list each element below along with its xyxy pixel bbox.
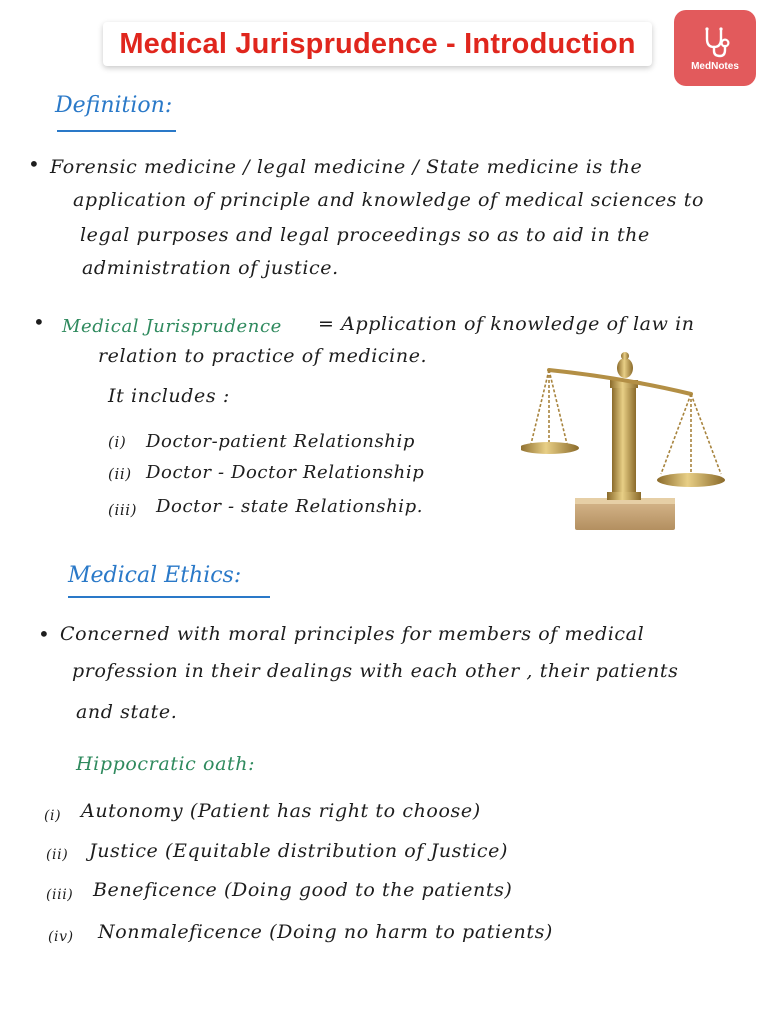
forensic-line-1: Forensic medicine / legal medicine / State medicine is the (50, 156, 643, 178)
oath-num-1: (i) (44, 808, 62, 824)
includes-item-3: Doctor - state Relationship. (156, 496, 424, 517)
includes-item-2: Doctor - Doctor Relationship (146, 462, 425, 483)
page-title: Medical Jurisprudence - Introduction (119, 27, 636, 60)
oath-num-2: (ii) (46, 847, 69, 863)
bullet: • (33, 310, 45, 334)
includes-label: It includes : (108, 385, 230, 407)
mj-line-2: relation to practice of medicine. (98, 345, 428, 367)
ethics-underline (68, 596, 270, 598)
title-banner (103, 22, 652, 66)
oath-item-2: Justice (Equitable distribution of Justice) (89, 840, 509, 862)
mj-term: Medical Jurisprudence (62, 316, 282, 337)
bullet: • (28, 152, 40, 176)
forensic-line-2: application of principle and knowledge of medical sciences to (73, 189, 705, 211)
oath-heading: Hippocratic oath: (76, 753, 256, 775)
ethics-line-2: profession in their dealings with each other , their patients (72, 660, 679, 682)
oath-num-4: (iv) (48, 929, 74, 945)
ethics-line-3: and state. (76, 701, 178, 723)
definition-heading: Definition: (55, 93, 173, 118)
oath-item-3: Beneficence (Doing good to the patients) (93, 879, 513, 901)
forensic-line-3: legal purposes and legal proceedings so as to aid in the (80, 224, 650, 246)
ethics-heading: Medical Ethics: (68, 563, 242, 588)
includes-num-3: (iii) (108, 501, 138, 519)
mj-definition: = Application of knowledge of law in (318, 313, 695, 335)
scales-of-justice-image (521, 346, 732, 542)
scales-icon (521, 346, 732, 542)
stethoscope-icon (698, 25, 732, 59)
oath-item-4: Nonmaleficence (Doing no harm to patients) (98, 921, 553, 943)
bullet: • (38, 622, 50, 646)
logo-label: MedNotes (691, 60, 739, 72)
forensic-line-4: administration of justice. (82, 257, 339, 279)
includes-num-2: (ii) (108, 465, 132, 483)
oath-item-1: Autonomy (Patient has right to choose) (81, 800, 481, 822)
definition-underline (57, 130, 176, 132)
includes-item-1: Doctor-patient Relationship (146, 431, 415, 452)
oath-num-3: (iii) (46, 887, 74, 903)
mednotes-logo (674, 10, 756, 86)
ethics-line-1: Concerned with moral principles for members of medical (60, 623, 645, 645)
includes-num-1: (i) (108, 433, 127, 451)
